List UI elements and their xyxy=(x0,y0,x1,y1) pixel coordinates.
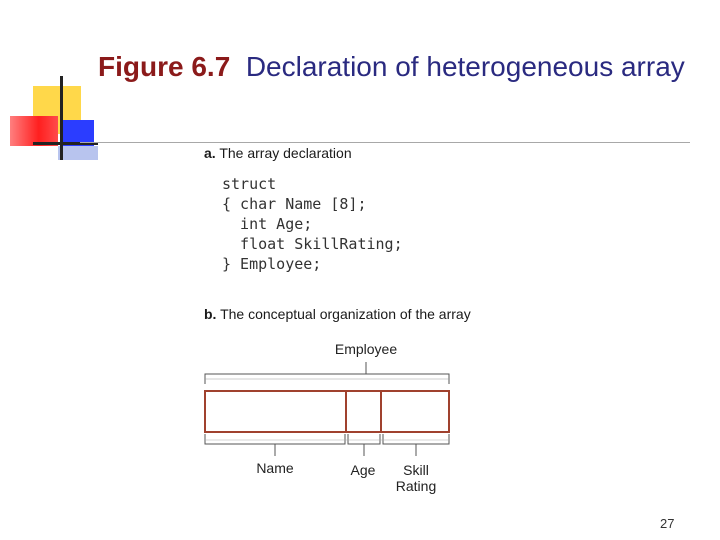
code-line: int Age; xyxy=(222,215,313,233)
record-box xyxy=(205,391,449,432)
code-block xyxy=(222,174,403,274)
figure-title: Declaration of heterogeneous array xyxy=(245,51,685,82)
code-line: float SkillRating; xyxy=(222,235,403,253)
employee-label: Employee xyxy=(334,341,398,357)
caption-a-text: The array declaration xyxy=(219,145,352,161)
age-label: Age xyxy=(350,462,376,478)
rating-label: Rating xyxy=(395,478,437,494)
title-divider xyxy=(80,142,690,143)
decorative-lightblue-square xyxy=(58,146,98,160)
caption-b xyxy=(204,306,471,322)
caption-a xyxy=(204,145,352,161)
caption-a-label: a. xyxy=(204,145,216,161)
decorative-vertical-line xyxy=(60,76,63,160)
caption-b-text: The conceptual organization of the array xyxy=(220,306,471,322)
page-number: 27 xyxy=(660,516,675,531)
skill-label: Skill xyxy=(403,462,429,478)
figure-number: Figure 6.7 xyxy=(98,51,231,82)
array-organization-diagram xyxy=(195,336,465,498)
code-line: } Employee; xyxy=(222,255,322,273)
slide-title xyxy=(98,48,708,86)
code-line: struct xyxy=(222,175,277,193)
name-bracket xyxy=(205,434,345,444)
skill-bracket xyxy=(383,434,449,444)
code-line: { char Name [8]; xyxy=(222,195,367,213)
age-bracket xyxy=(348,434,380,444)
caption-b-label: b. xyxy=(204,306,217,322)
name-label: Name xyxy=(256,460,294,476)
